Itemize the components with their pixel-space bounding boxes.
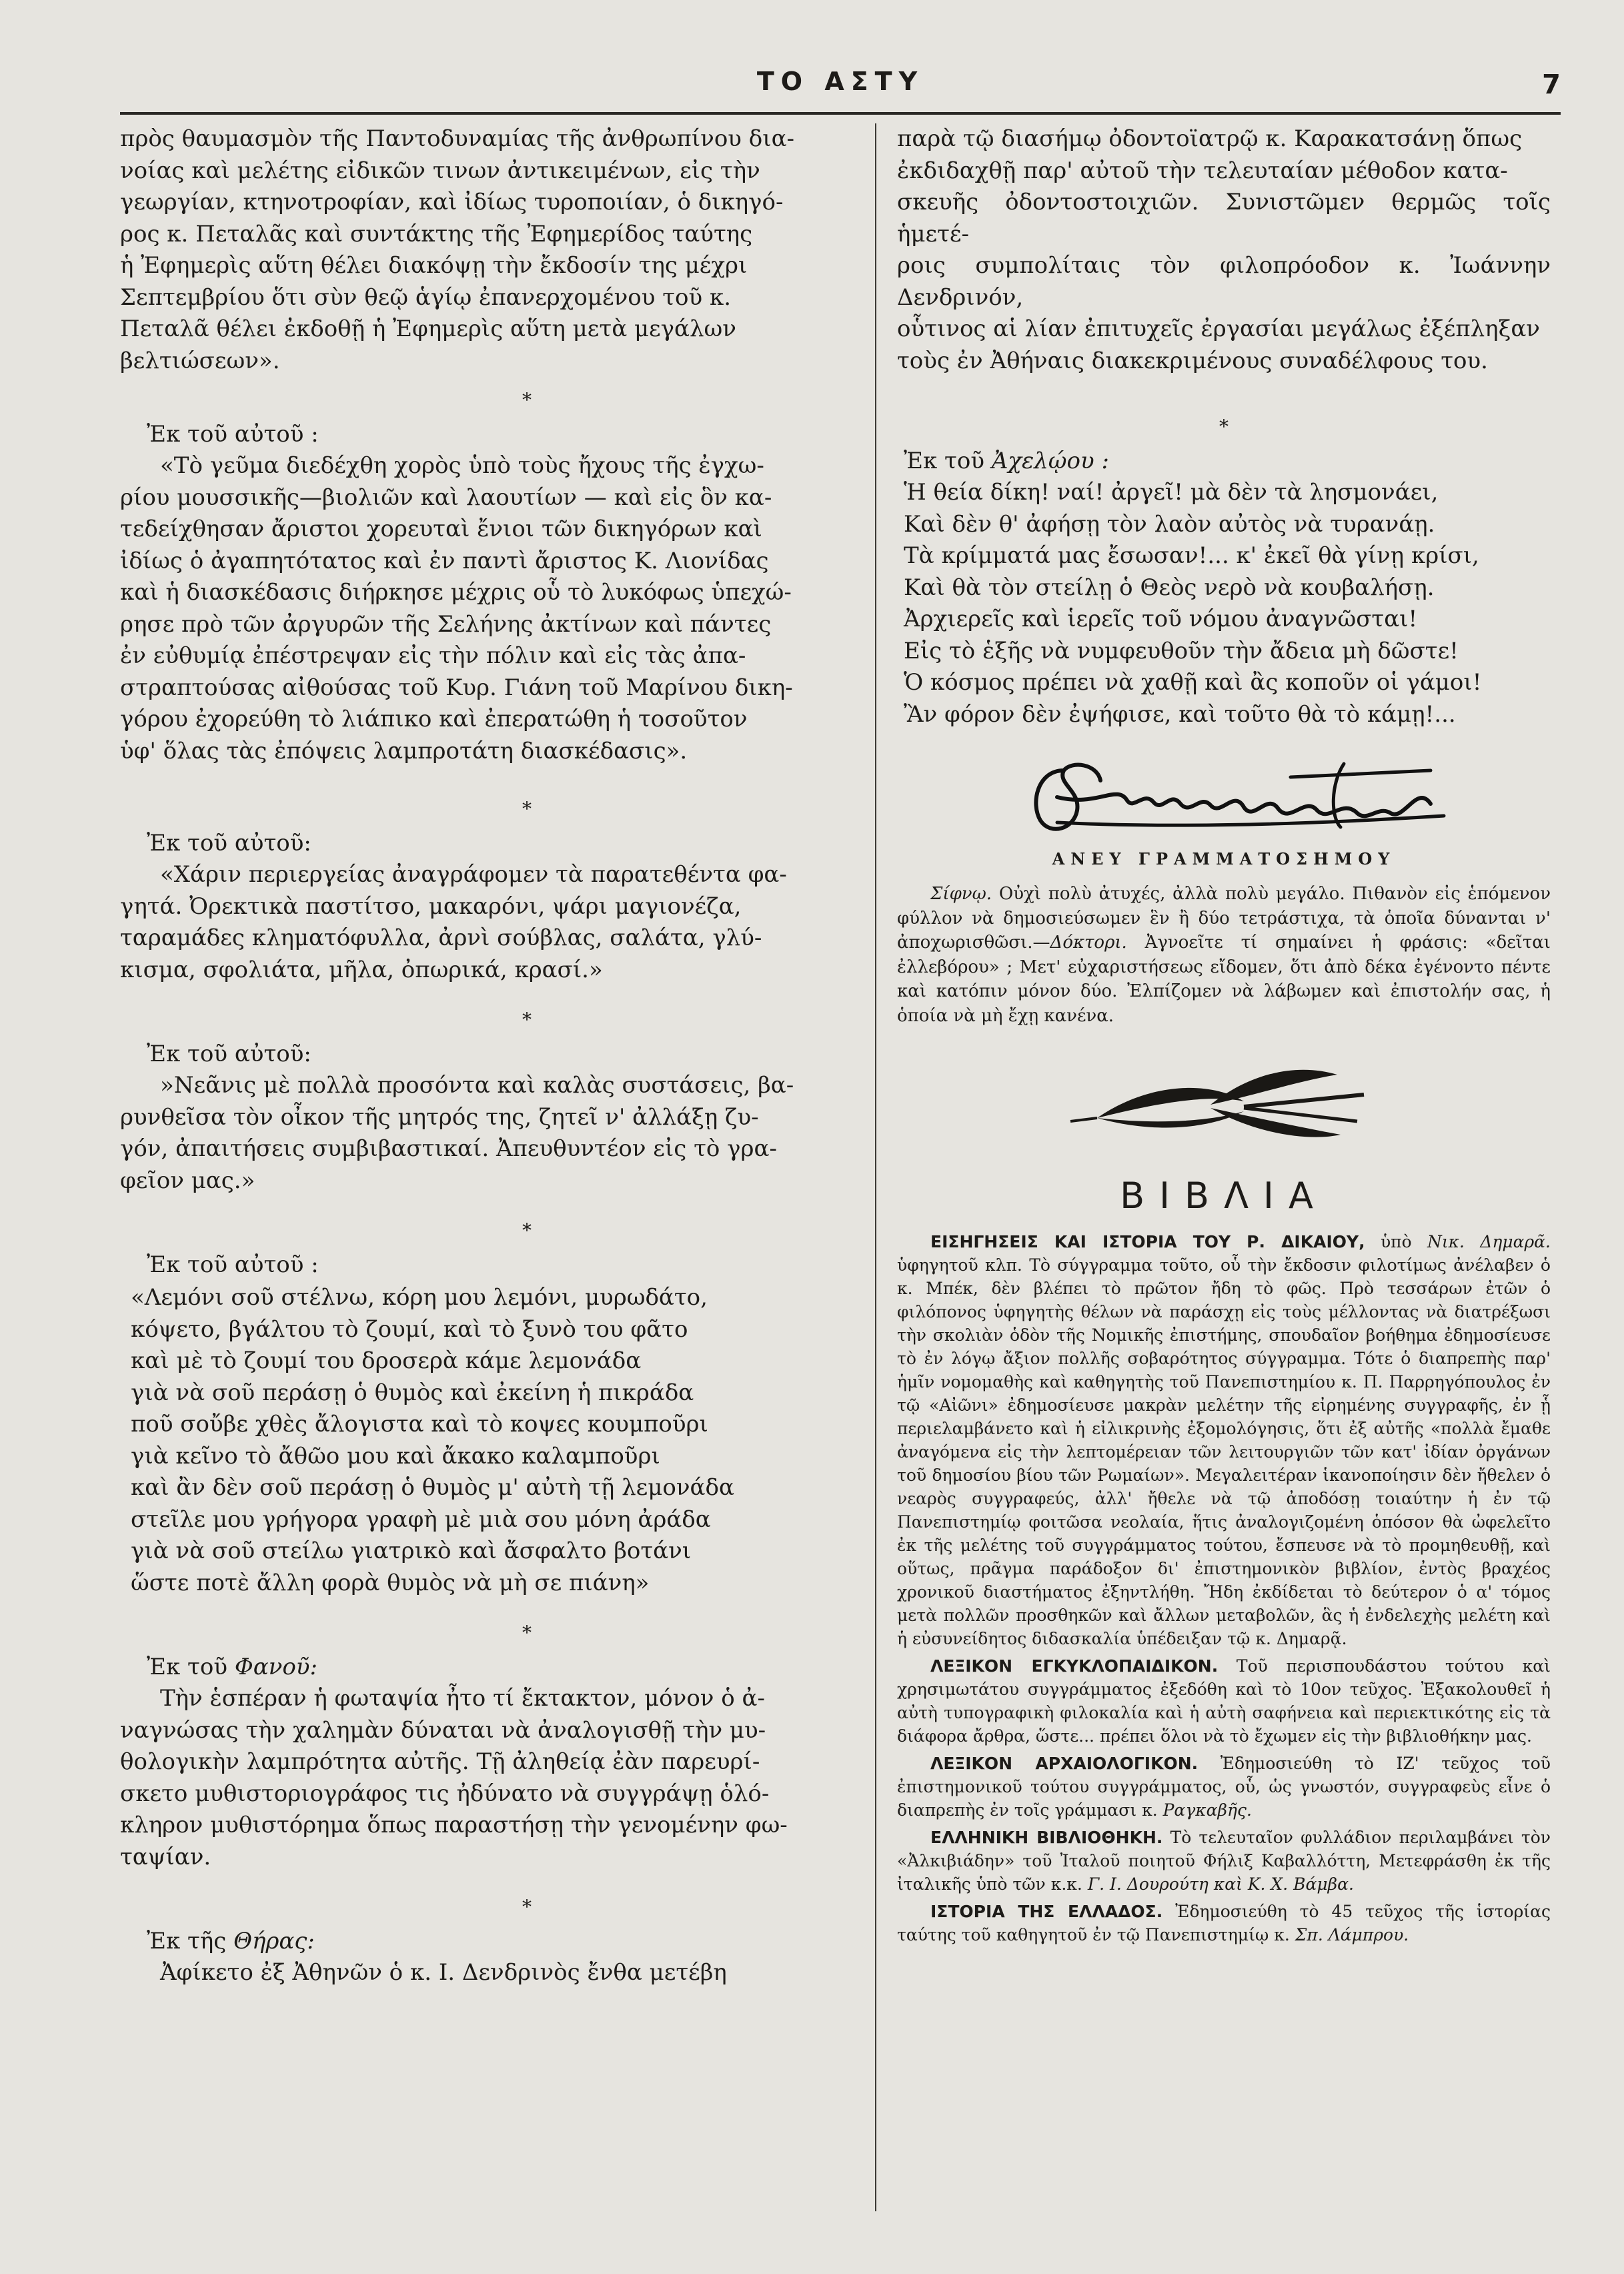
left-column: [120, 123, 854, 1989]
text-line: στραπτούσας αἰθούσας τοῦ Κυρ. Γιάνη τοῦ Μαρίνου δικη-: [120, 674, 793, 701]
verse-line: Καὶ θὰ τὸν στείλῃ ὁ Θεὸς νερὸ νὰ κουβαλήσῃ.: [904, 574, 1435, 601]
text-line: σκευῆς ὀδοντοστοιχιῶν. Συνιστῶμεν θερμῶς τοῖς ἡμετέ-: [897, 189, 1551, 247]
book-entry-head: ΕΙΣΗΓΗΣΕΙΣ ΚΑΙ ΙΣΤΟΡΙΑ ΤΟΥ Ρ. ΔΙΚΑΙΟΥ,: [930, 1232, 1365, 1251]
page-header: [120, 67, 1561, 120]
text-line: ταψίαν.: [120, 1843, 211, 1870]
text-line: Ἀφίκετο ἐξ Ἀθηνῶν ὁ κ. Ι. Δενδρινὸς ἔνθα μετέβη: [160, 1959, 727, 1986]
continuation-paragraph: [897, 123, 1551, 377]
sifno-label: Σίφνῳ.: [930, 884, 992, 904]
verse-line: καὶ ἂν δὲν σοῦ περάσῃ ὁ θυμὸς μ' αὐτὴ τῇ λεμονάδα: [131, 1474, 734, 1501]
header-rule: [120, 112, 1561, 115]
lead-source: Θήρας:: [233, 1928, 315, 1954]
book-entry: [897, 1752, 1551, 1822]
text-line: »Νεᾶνις μὲ πολλὰ προσόντα καὶ καλὰς συστάσεις, βα-: [160, 1072, 794, 1099]
text-line: γόρου ἐχορεύθη τὸ λιάπικο καὶ ἐπερατώθη ἡ τοσοῦτον: [120, 706, 748, 732]
text-line: ρίου μουσσικῆς—βιολιῶν καὶ λαουτίων — καὶ εἰς ὃν κα-: [120, 484, 772, 511]
quill-icon: [897, 1055, 1551, 1155]
section-lead: Ἐκ τοῦ αὐτοῦ :: [147, 1251, 319, 1278]
book-author: Νικ. Δημαρᾶ.: [1427, 1232, 1551, 1251]
text-line: ροις συμπολίταις τὸν φιλοπρόοδον κ. Ἰωάννην Δενδρινόν,: [897, 252, 1551, 311]
verse-line: γιὰ νὰ σοῦ στείλω γιατρικὸ καὶ ἄσφαλτο βοτάνι: [131, 1538, 692, 1564]
book-entry-tail: Ραγκαβῆς.: [1162, 1800, 1252, 1820]
sifno-text: Οὐχὶ πολὺ ἀτυχές, ἀλλὰ πολὺ μεγάλο. Πιθανὸν εἰς ἑπόμενον φύλλον νὰ δημοσιεύσωμεν ἓν ἢ δύο τετράστιχα, τὰ ὁποῖα δύνανται ν' ἀποχωρισθῶσι.—: [897, 884, 1551, 953]
poem: [120, 1282, 854, 1599]
text-line: γεωργίαν, κτηνοτροφίαν, καὶ ἰδίως τυροποιίαν, ὁ δικηγό-: [120, 189, 784, 215]
verse-line: ὥστε ποτὲ ἄλλη φορὰ θυμὸς νὰ μὴ σε πιάνη»: [131, 1569, 650, 1596]
books-list: [897, 1230, 1551, 1946]
text-line: τεδείχθησαν ἄριστοι χορευταὶ ἔνιοι τῶν δικηγόρων καὶ: [120, 516, 762, 542]
book-entry-body: Ἐδημοσιεύθη τὸ 45 τεῦχος τῆς ἱστορίας ταύτης τοῦ καθηγητοῦ ἐν τῷ Πανεπιστημίῳ κ.: [897, 1902, 1551, 1944]
verse-line: «Λεμόνι σοῦ στέλνω, κόρη μου λεμόνι, μυρωδάτο,: [131, 1284, 708, 1311]
verse-line: γιὰ νὰ σοῦ περάσῃ ὁ θυμὸς καὶ ἐκείνη ἡ πικράδα: [131, 1379, 694, 1406]
verse-line: γιὰ κεῖνο τὸ ἄθῶο μου καὶ ἄκακο καλαμποῦρι: [131, 1442, 660, 1470]
section-4: [120, 1249, 854, 1599]
verse-line: καὶ μὲ τὸ ζουμί του δροσερὰ κάμε λεμονάδα: [131, 1347, 642, 1374]
signature: [897, 744, 1551, 844]
text-line: φεῖον μας.»: [120, 1167, 255, 1194]
text-line: ταραμάδες κληματόφυλλα, ἀρνὶ σούβλας, σαλάτα, γλύ-: [120, 925, 762, 951]
lead-prefix: Ἐκ τοῦ: [904, 448, 985, 474]
text-line: νοίας καὶ μελέτης εἰδικῶν τινων ἀντικειμένων, εἰς τὴν: [120, 157, 760, 184]
book-entry-tail: Γ. Ι. Δουρούτη καὶ Κ. Χ. Βάμβα.: [1087, 1874, 1354, 1894]
section-lead: Ἐκ τοῦ αὐτοῦ:: [147, 1041, 311, 1067]
text-line: ρησε πρὸ τῶν ἀργυρῶν τῆς Σελήνης ἀκτίνων καὶ πάντες: [120, 610, 772, 638]
doktori-text: Ἀγνοεῖτε τί σημαίνει ἡ φράσις: «δεῖται ἐλλεβόρου» ; Μετ' εὐχαριστήσεως εἴδομεν, ὅτι ἀπὸ δέκα ἐγένοντο πέντε καὶ κατόπιν μόνον δύο. Ἐλπίζομεν νὰ λάβωμεν καὶ ἐπιστολήν σας, ἡ ὁποία νὰ μὴ ἔχῃ κανένα.: [897, 933, 1551, 1026]
section-lead: [120, 1925, 854, 1957]
text-line: παρὰ τῷ διασήμῳ ὀδοντοϊατρῷ κ. Καρακατσάνῃ ὅπως: [897, 125, 1523, 152]
section-6: [120, 1925, 854, 1989]
section-lead: Ἐκ τοῦ αὐτοῦ:: [147, 830, 311, 857]
book-entry-head: ΙΣΤΟΡΙΑ ΤΗΣ ΕΛΛΑΔΟΣ.: [930, 1902, 1163, 1921]
text-line: καὶ ἡ διασκέδασις διήρκησε μέχρις οὗ τὸ λυκόφως ὑπεχώ-: [120, 579, 792, 606]
masthead-title: ΤΟ ΑΣΤΥ: [756, 67, 924, 96]
text-line: ἡ Ἐφημερὶς αὕτη θέλει διακόψῃ τὴν ἔκδοσίν της μέχρι: [120, 252, 748, 279]
verse-line: Ἂν φόρον δὲν ἐψήφισε, καὶ τοῦτο θὰ τὸ κάμῃ!...: [904, 700, 1456, 728]
no-stamp-text: [897, 882, 1551, 1028]
text-line: βελτιώσεων».: [120, 347, 280, 374]
verse-line: Ὁ κόσμος πρέπει νὰ χαθῇ καὶ ἂς κοποῦν οἱ γάμοι!: [904, 669, 1482, 696]
book-entry-head: ΛΕΞΙΚΟΝ ΕΓΚΥΚΛΟΠΑΙΔΙΚΟΝ.: [930, 1656, 1219, 1676]
section-star: *: [522, 1896, 532, 1918]
section-star: *: [522, 1622, 532, 1644]
book-entry: [897, 1230, 1551, 1650]
doktori-label: Δόκτορι.: [1050, 933, 1127, 953]
verse-line: κόψετο, βγάλτου τὸ ζουμί, καὶ τὸ ξυνὸ του φᾶτο: [131, 1315, 688, 1343]
book-entry: [897, 1826, 1551, 1896]
book-entry-head: ΛΕΞΙΚΟΝ ΑΡΧΑΙΟΛΟΓΙΚΟΝ.: [930, 1754, 1198, 1773]
text-line: ρυνθεῖσα τὸν οἶκον τῆς μητρός της, ζητεῖ ν' ἀλλάξῃ ζυ-: [120, 1103, 759, 1131]
text-line: Πεταλᾶ θέλει ἐκδοθῇ ἡ Ἐφημερὶς αὕτη μετὰ μεγάλων: [120, 316, 736, 342]
text-line: Σεπτεμβρίου ὅτι σὺν θεῷ ἁγίῳ ἐπανερχομένου τοῦ κ.: [120, 283, 732, 311]
section-lead: Ἐκ τοῦ αὐτοῦ :: [147, 421, 319, 448]
book-entry-body: Τὸ τελευταῖον φυλλάδιον περιλαμβάνει τὸν «Ἀλκιβιάδην» τοῦ Ἰταλοῦ ποιητοῦ Φήλιξ Καβαλλόττη, Μετεφράσθη ἐκ τῆς ἰταλικῆς ὑπὸ τῶν κ.κ.: [897, 1828, 1551, 1894]
text-line: οὗτινος αἱ λίαν ἐπιτυχεῖς ἐργασίαι μεγάλως ἐξέπληξαν: [897, 316, 1540, 342]
book-entry-body: Ἐδημοσιεύθη τὸ ΙΖ' τεῦχος τοῦ ἐπιστημονικοῦ τούτου συγγράμματος, οὗ, ὡς γνωστόν, συγγραφεὺς εἶνε ὁ διαπρεπὴς ἐν τοῖς γράμμασι κ.: [897, 1754, 1551, 1820]
book-entry: [897, 1900, 1551, 1946]
section-2: [120, 827, 854, 986]
verse-line: Ἡ θεία δίκη! ναί! ἀργεῖ! μὰ δὲν τὰ λησμονάει,: [904, 479, 1439, 506]
book-entry: [897, 1654, 1551, 1748]
verse-line: ποῦ σοὔβε χθὲς ἄλογιστα καὶ τὸ κοψες κουμποῦρι: [131, 1411, 708, 1438]
text-line: «Τὸ γεῦμα διεδέχθη χορὸς ὑπὸ τοὺς ἤχους τῆς ἐγχω-: [160, 452, 764, 479]
text-line: πρὸς θαυμασμὸν τῆς Παντοδυναμίας τῆς ἀνθρωπίνου δια-: [120, 125, 795, 152]
text-line: κληρον μυθιστόρημα ὅπως παραστήσῃ τὴν γενομένην φω-: [120, 1812, 788, 1838]
text-line: ἰδίως ὁ ἀγαπητότατος καὶ ἐν παντὶ ἄριστος Κ. Λιονίδας: [120, 547, 769, 574]
book-entry-head: ΕΛΛΗΝΙΚΗ ΒΙΒΛΙΟΘΗΚΗ.: [930, 1828, 1163, 1847]
no-stamp-title: ΑΝΕΥ ΓΡΑΜΜΑΤΟΣΗΜΟΥ: [1052, 849, 1396, 869]
book-author-prefix: ὑπὸ: [1380, 1232, 1412, 1251]
lead-prefix: Ἐκ τῆς: [147, 1928, 227, 1954]
text-line: κισμα, σφολιάτα, μῆλα, ὀπωρικά, κρασί.»: [120, 956, 603, 983]
acheloos-section: [897, 445, 1551, 730]
text-line: ὑφ' ὅλας τὰς ἐπόψεις λαμπροτάτη διασκέδασις».: [120, 737, 688, 764]
book-entry-tail: Σπ. Λάμπρου.: [1295, 1925, 1409, 1944]
section-lead: [897, 445, 1551, 477]
section-star: *: [522, 1219, 532, 1241]
text-line: ναγνώσας τὴν χαλημὰν δύναται νὰ ἀναλογισθῇ τὴν μυ-: [120, 1716, 766, 1744]
verse-line: Καὶ δὲν θ' ἀφήσῃ τὸν λαὸν αὐτὸς νὰ τυρανάῃ.: [904, 510, 1435, 538]
section-5: [120, 1651, 854, 1873]
text-line: τοὺς ἐν Ἀθήναις διακεκριμένους συναδέλφους του.: [897, 347, 1488, 374]
verse-line: Εἰς τὸ ἑξῆς νὰ νυμφευθοῦν τὴν ἄδεια μὴ δῶστε!: [904, 637, 1459, 664]
section-star: *: [522, 1009, 532, 1031]
text-line: σκετο μυθιστοριογράφος τις ἠδύνατο νὰ συγγράψῃ ὁλό-: [120, 1780, 770, 1807]
right-column: [897, 123, 1551, 1950]
section-star: *: [522, 798, 532, 820]
text-line: γόν, ἀπαιτήσεις συμβιβαστικαί. Ἀπευθυντέον εἰς τὸ γρα-: [120, 1135, 777, 1162]
verse-line: Ἀρχιερεῖς καὶ ἱερεῖς τοῦ νόμου ἀναγνῶσται!: [904, 606, 1418, 632]
text-line: Τὴν ἑσπέραν ἡ φωταψία ἦτο τί ἔκτακτον, μόνον ὁ ἀ-: [160, 1685, 765, 1712]
text-line: θολογικὴν λαμπρότητα αὐτῆς. Τῇ ἀληθείᾳ ἐὰν παρευρί-: [120, 1748, 760, 1775]
page-number: 7: [1542, 69, 1561, 100]
signature-graphic: [897, 744, 1551, 844]
pen-ornament: [897, 1055, 1551, 1155]
books-title: ΒΙΒΛΙΑ: [1120, 1175, 1328, 1217]
lead-prefix: Ἐκ τοῦ: [147, 1654, 228, 1680]
text-line: ἐκδιδαχθῇ παρ' αὐτοῦ τὴν τελευταίαν μέθοδον κατα-: [897, 157, 1508, 184]
text-line: «Χάριν περιεργείας ἀναγράφομεν τὰ παρατεθέντα φα-: [160, 861, 787, 888]
lead-source: Φανοῦ:: [234, 1654, 317, 1680]
section-1: [120, 418, 854, 767]
verse-line: Τὰ κρίμματά μας ἔσωσαν!... κ' ἐκεῖ θὰ γίνῃ κρίσι,: [904, 542, 1479, 569]
text-line: ἐν εὐθυμίᾳ ἐπέστρεψαν εἰς τὴν πόλιν καὶ εἰς τὰς ἀπα-: [120, 642, 746, 669]
section-lead: [120, 1651, 854, 1683]
book-entry-body: Τοῦ περισπουδάστου τούτου καὶ χρησιμωτάτου συγγράμματος ἐξεδόθη καὶ τὸ 10ον τεῦχος. Ἐξακολουθεῖ ἡ αὐτὴ τυπογραφικὴ φιλοκαλία καὶ ἡ αὐτὴ σαφήνεια καὶ περιεκτικότης εἰς τὰ διάφορα ἄρθρα, ὥστε... πρέπει ὅλοι νὰ τὸ ἔχωμεν εἰς τὴν βιβλιοθήκην μας.: [897, 1656, 1551, 1746]
section-3: [120, 1038, 854, 1197]
lead-source: Ἀχελῴου :: [991, 448, 1109, 474]
text-line: ρος κ. Πεταλᾶς καὶ συντάκτης τῆς Ἐφημερίδος ταύτης: [120, 220, 753, 247]
section-star: *: [522, 389, 532, 411]
intro-paragraph: [120, 123, 854, 377]
section-star: *: [1219, 416, 1229, 438]
column-divider: [875, 123, 876, 2211]
book-entry-body: ὑφηγητοῦ κλπ. Τὸ σύγγραμμα τοῦτο, οὗ τὴν ἔκδοσιν φιλοτίμως ἀνέλαβεν ὁ κ. Μπέκ, δὲν βλέπει τὸ πρῶτον ἤδη τὸ φῶς. Πρὸ τεσσάρων ἐτῶν ὁ φιλόπονος ὑφηγητὴς θέλων νὰ παράσχῃ εἰς τοὺς μέλλοντας νὰ διατρέξωσι τὴν σκολιὰν ὁδὸν τῆς Νομικῆς ἐπιστήμης, σπουδαῖον βοήθημα ἐδημοσίευσε τὸ ἐν λόγῳ ἄξιον πολλῆς σοβαρότητος σύγγραμμα. Τότε ὁ διαπρεπὴς παρ' ἡμῖν νομομαθὴς καὶ καθηγητὴς τοῦ Πανεπιστημίου κ. Π. Παρρηγόπουλος ἐν τῷ «Αἰῶνι» ἐδημοσίευσε μακρὰν μελέτην τῆς εἰρημένης συγγραφῆς, ἐν ᾗ περιελαμβάνετο καὶ ἡ εἰλικρινὴς ἐξομολόγησις, ὅτι ἐξ αὐτῆς «πολλὰ ἔμαθε ἀναγόμενα εἰς τὴν λεπτομέρειαν τῶν λειτουργιῶν τῶν κατ' ἰδίαν ὀργάνων τοῦ δημοσίου βίου τῶν Ρωμαίων». Μεγαλειτέραν ἱκανοποίησιν δὲν ἤθελεν ὁ νεαρὸς συγγραφεύς, ἀλλ' ἤθελε νὰ τῷ ἀποδόσῃ τοιαύτην ἡ ἐν τῷ Πανεπιστημίῳ φοιτῶσα νεολαία, ἥτις ἀναλογιζομένη ὁπόσον θὰ ὠφελεῖτο ἐκ τῆς μελέτης τοῦ συγγράμματος τούτου, ἔσπευσε νὰ τὸ προμηθευθῇ, καὶ οὕτως, πρᾶγμα παράδοξον δι' ἐπιστημονικὸν βιβλίον, ἐντὸς βραχέος χρονικοῦ διαστήματος ἐξηντλήθη. Ἤδη ἐκδίδεται τὸ δεύτερον ὁ α' τόμος μετὰ πολλῶν προσθηκῶν καὶ ἄλλων μεταβολῶν, ἃς ἡ ἐνδελεχὴς μελέτη καὶ ἡ εὐσυνείδητος διδασκαλία ὑπέδειξαν τῷ κ. Δημαρᾷ.: [897, 1255, 1551, 1648]
text-line: γητά. Ὀρεκτικὰ παστίτσο, μακαρόνι, ψάρι μαγιονέζα,: [120, 893, 742, 920]
verse-line: στεῖλε μου γρήγορα γραφὴ μὲ μιὰ σου μόνη ἀράδα: [131, 1506, 711, 1533]
